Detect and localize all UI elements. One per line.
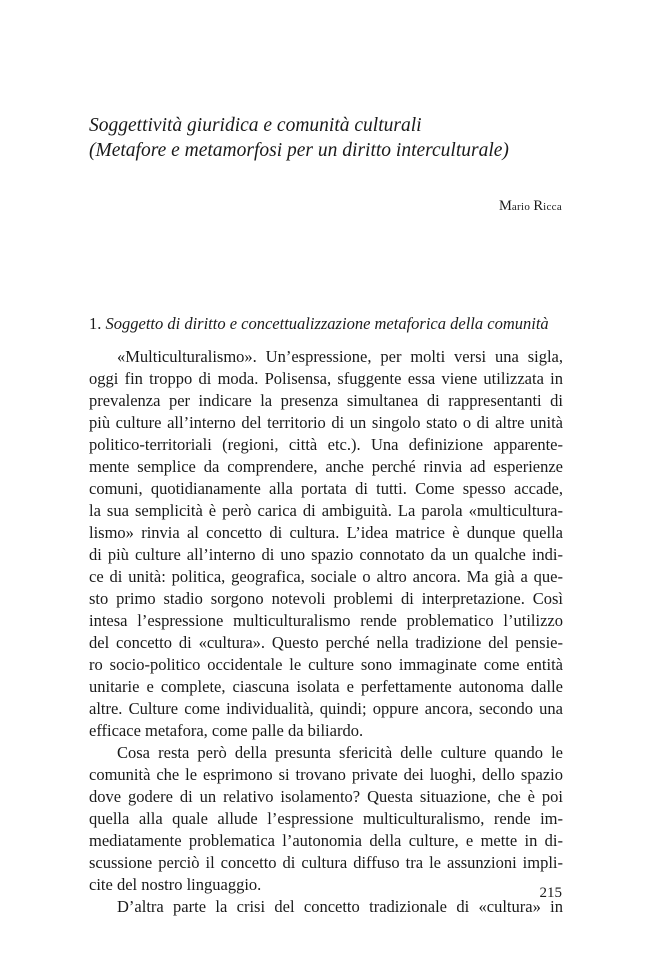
body-line: efficace metafora, come palle da biliardo. bbox=[89, 721, 364, 740]
body-line: quella alla quale allude l’espressione multiculturalismo, rende im- bbox=[89, 809, 563, 828]
body-line: «Multiculturalismo». Un’espressione, per molti versi una sigla, bbox=[117, 347, 563, 366]
body-line: mediatamente problematica l’autonomia della culture, e mette in di- bbox=[89, 831, 563, 850]
article-title-line-2: (Metafore e metamorfosi per un diritto interculturale) bbox=[89, 140, 509, 161]
body-line: intesa l’espressione multiculturalismo rende problematico l’utilizzo bbox=[89, 611, 563, 630]
body-line: scussione perciò il concetto di cultura diffuso tra le assunzioni impli- bbox=[89, 853, 563, 872]
body-line: più culture all’interno del territorio di un singolo stato o di altre unità bbox=[89, 413, 563, 432]
body-line: la sua semplicità è però carica di ambiguità. La parola «multicultura- bbox=[89, 501, 563, 520]
body-line: prevalenza per indicare la presenza simultanea di rappresentanti di bbox=[89, 391, 563, 410]
author-last-initial: R bbox=[533, 198, 544, 214]
body-line: del concetto di «cultura». Questo perché nella tradizione del pensie- bbox=[89, 633, 563, 652]
page-number: 215 bbox=[539, 885, 562, 901]
section-number: 1. bbox=[89, 314, 102, 333]
body-line: ce di unità: politica, geografica, sociale o altro ancora. Ma già a que- bbox=[89, 567, 563, 586]
body-line: di più culture all’interno di uno spazio connotato da un qualche indi- bbox=[89, 545, 563, 564]
body-line: unitarie e complete, ciascuna isolata e perfettamente autonoma dalle bbox=[89, 677, 563, 696]
body-text bbox=[89, 346, 563, 918]
body-line: ro socio-politico occidentale le culture sono immaginate come entità bbox=[89, 655, 563, 674]
body-line: cite del nostro linguaggio. bbox=[89, 875, 262, 894]
section-title: Soggetto di diritto e concettualizzazione metaforica della comunità bbox=[105, 314, 549, 333]
body-line: Cosa resta però della presunta sfericità delle culture quando le bbox=[117, 743, 563, 762]
body-line: dove godere di un relativo isolamento? Questa situazione, che è poi bbox=[89, 787, 563, 806]
body-line: politico-territoriali (regioni, città etc.). Una definizione apparente- bbox=[89, 435, 563, 454]
author-first-initial: M bbox=[498, 198, 512, 214]
body-line: D’altra parte la crisi del concetto tradizionale di «cultura» in bbox=[117, 897, 563, 916]
author-last-rest: icca bbox=[543, 201, 562, 213]
section-heading bbox=[89, 313, 563, 335]
body-line: mente semplice da comprendere, anche perché rinvia ad esperienze bbox=[89, 457, 563, 476]
body-line: sto primo stadio sorgono notevoli problemi di interpretazione. Così bbox=[89, 589, 563, 608]
body-line: oggi fin troppo di moda. Polisensa, sfuggente essa viene utilizzata in bbox=[89, 369, 563, 388]
author-first-rest: ario bbox=[511, 201, 531, 213]
author-name bbox=[499, 198, 562, 215]
body-line: altre. Culture come individualità, quindi; oppure ancora, secondo una bbox=[89, 699, 563, 718]
article-title-line-1: Soggettività giuridica e comunità culturali bbox=[89, 115, 422, 136]
body-line: lismo» rinvia al concetto di cultura. L’idea matrice è dunque quella bbox=[89, 523, 563, 542]
body-line: comunità che le esprimono si trovano private dei luoghi, dello spazio bbox=[89, 765, 563, 784]
body-line: comuni, quotidianamente alla portata di tutti. Come spesso accade, bbox=[89, 479, 563, 498]
